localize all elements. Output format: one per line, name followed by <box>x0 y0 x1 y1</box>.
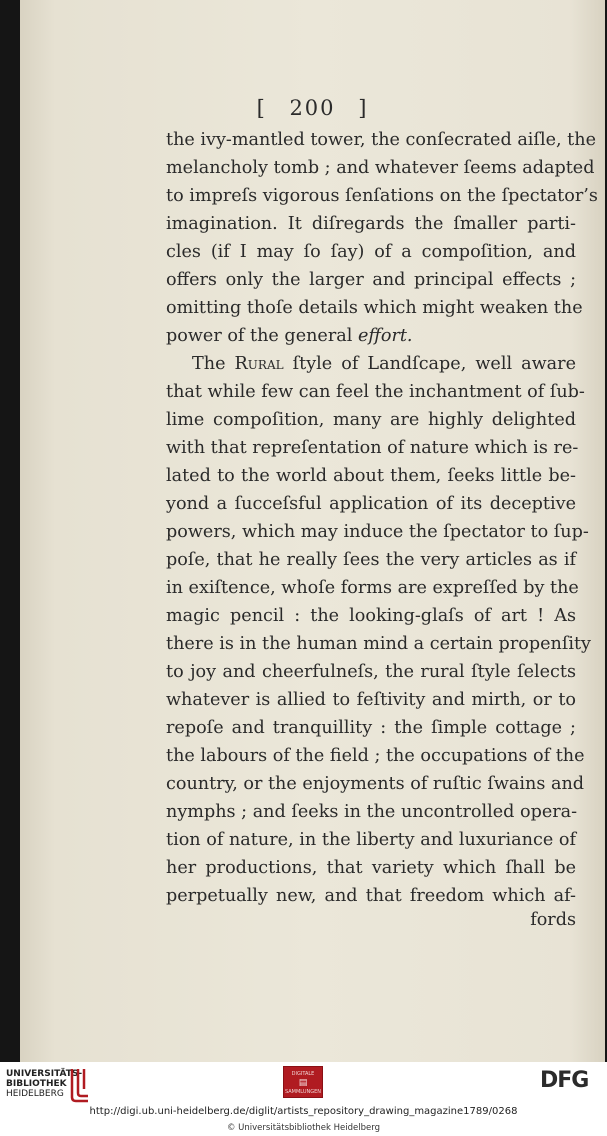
italic-word: effort. <box>357 326 413 346</box>
text-line: the ivy-mantled tower, the conſecrated aiſle, the <box>166 130 596 150</box>
text-run: power of the general <box>166 326 358 346</box>
text-line: offers only the larger and principal effects ; <box>166 270 576 290</box>
small-caps-word: Rural <box>234 354 284 374</box>
text-line: lime compoſition, many are highly delighted <box>166 410 576 430</box>
text-line: with that repreſentation of nature which is re- <box>166 438 579 458</box>
text-run: ſtyle of Landſcape, well aware <box>283 354 576 374</box>
digi-logo-line: DIGITALE <box>291 1071 315 1077</box>
permalink-url[interactable]: http://digi.ub.uni-heidelberg.de/diglit/artists_repository_drawing_magazine1789/0268 <box>89 1106 518 1117</box>
text-line: powers, which may induce the ſpectator to ſup- <box>166 522 589 542</box>
catchword: fords <box>530 910 576 930</box>
text-line: to joy and cheerfulneſs, the rural ſtyle ſelects <box>166 662 576 682</box>
text-line: lated to the world about them, ſeeks little be- <box>166 466 576 486</box>
text-line: yond a ſucceſsful application of its deceptive <box>166 494 576 514</box>
ub-heidelberg-logo[interactable] <box>6 1067 116 1107</box>
ub-logo-line: UNIVERSITÄTS- <box>6 1069 83 1079</box>
text-line: melancholy tomb ; and whatever ſeems adapted <box>166 158 595 178</box>
ub-mark-icon <box>64 1067 92 1103</box>
text-line: whatever is allied to feſtivity and mirth, or to <box>166 690 576 710</box>
text-line: omitting thoſe details which might weaken the <box>166 298 583 318</box>
text-line: tion of nature, in the liberty and luxuriance of <box>166 830 576 850</box>
text-line: country, or the enjoyments of ruſtic ſwains and <box>166 774 585 794</box>
digi-logo-mark-icon: ▤ <box>298 1078 308 1088</box>
text-line: there is in the human mind a certain propenſity <box>166 634 591 654</box>
text-line: in exiſtence, whoſe forms are expreſſed by the <box>166 578 579 598</box>
text-line: that while few can feel the inchantment of ſub- <box>166 382 585 402</box>
digital-collections-logo[interactable] <box>283 1066 323 1098</box>
ub-logo-line: BIBLIOTHEK <box>6 1079 67 1089</box>
text-line <box>166 322 576 350</box>
text-line <box>192 350 576 378</box>
text-line: her productions, that variety which ſhall be <box>166 858 576 878</box>
footer-bar <box>0 1062 607 1136</box>
ub-logo-line: HEIDELBERG <box>6 1089 64 1099</box>
dfg-logo[interactable]: DFG <box>540 1068 589 1093</box>
copyright-notice: © Universitätsbibliothek Heidelberg <box>226 1123 380 1133</box>
page-number: [ 200 ] <box>256 96 369 120</box>
text-line: to impreſs vigorous ſenſations on the ſpectator’s <box>166 186 598 206</box>
text-line: cles (if I may ſo ſay) of a compoſition, and <box>166 242 576 262</box>
text-line: magic pencil : the looking-glaſs of art ! As <box>166 606 576 626</box>
text-line: the labours of the field ; the occupations of the <box>166 746 585 766</box>
text-line: nymphs ; and ſeeks in the uncontrolled opera- <box>166 802 578 822</box>
text-line: poſe, that he really ſees the very articles as if <box>166 550 576 570</box>
text-line: perpetually new, and that freedom which af- <box>166 886 576 906</box>
text-line: repoſe and tranquillity : the ſimple cottage ; <box>166 718 576 738</box>
text-line: imagination. It diſregards the ſmaller parti- <box>166 214 576 234</box>
text-run: The <box>192 354 235 374</box>
digi-logo-line: SAMMLUNGEN <box>284 1089 322 1095</box>
book-page <box>20 0 605 1062</box>
catchword-spacer <box>166 880 576 908</box>
